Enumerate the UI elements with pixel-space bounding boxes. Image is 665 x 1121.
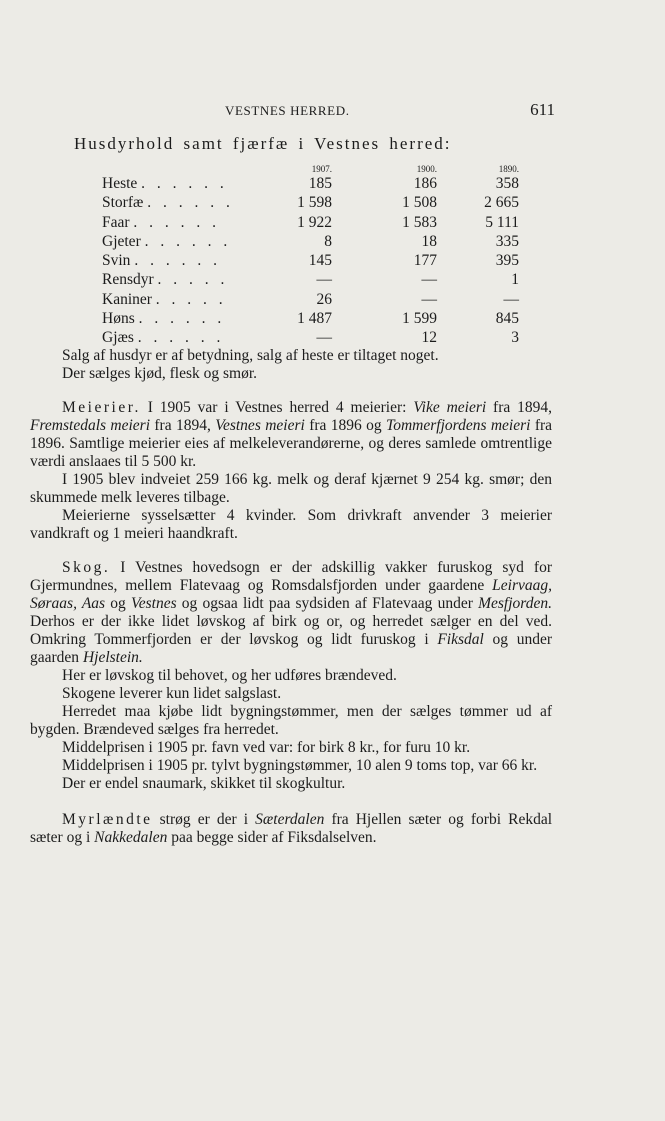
value-1900: 177 [413, 252, 437, 270]
value-1907: 145 [308, 252, 332, 270]
value-1890: 3 [511, 329, 519, 347]
place-name: Leirvaag, Søraas, Aas [30, 577, 552, 612]
row-label: Kaniner [102, 290, 152, 308]
value-1907: 1 598 [297, 194, 332, 212]
leader-dots: . . . . . . [133, 213, 221, 231]
paragraph-forest: Skog. I Vestnes hovedsogn er der adskillig vakker furuskog syd for Gjermundnes, mellem Flatevaag og Romsdalsfjorden under gaardene Leirvaag, Søraas, Aas og Vestnes og ogsaa lidt paa sydsiden af Flatevaag under Mesfjorden. Derhos er der ikke lidet løvskog af birk og or, og herredet sælger en del ved. Omkring Tommerfjorden er der løvskog og lidt furuskog i Fiksdal og under gaarden Hjelstein. [30, 559, 552, 666]
place-name: Sæterdalen [255, 811, 325, 828]
paragraph-dairies: Meierier. I 1905 var i Vestnes herred 4 meierier: Vike meieri fra 1894, Fremstedals meieri fra 1894, Vestnes meieri fra 1896 og Tommerfjordens meieri fra 1896. Samtlige meierier eies af melkeleverandørerne, og deres samlede omtrentlige værdi anslaaes til 5 500 kr. [30, 399, 553, 470]
table-row [102, 328, 519, 347]
value-1890: 845 [495, 310, 519, 328]
value-1907: 185 [308, 175, 332, 192]
running-header [225, 100, 555, 120]
place-name: Vestnes [130, 595, 177, 612]
table-row [102, 213, 519, 232]
value-1907: — [316, 271, 332, 289]
paragraph-livestock-sales: Salg af husdyr er af betydning, salg af heste er tiltaget noget. [62, 347, 439, 364]
value-1907: 1 487 [297, 310, 332, 328]
paragraph-bare-land: Der er endel snaumark, skikket til skogkultur. [62, 775, 346, 792]
leader-dots: . . . . . . [147, 194, 234, 212]
value-1890: 1 [511, 271, 519, 289]
paragraph-marshland: Myrlændte strøg er der i Sæterdalen fra Hjellen sæter og forbi Rekdal sæter og i Nakkedalen paa begge sider af Fiksdalselven. [30, 811, 553, 846]
paragraph-milk: I 1905 blev indveiet 259 166 kg. melk og deraf kjærnet 9 254 kg. smør; den skummede melk leveres tilbage. [30, 471, 552, 506]
paragraph-price-timber: Middelprisen i 1905 pr. tylvt bygningstømmer, 10 alen 9 toms top, var 66 kr. [62, 757, 538, 774]
table-row [102, 270, 519, 289]
row-label: Heste [102, 175, 138, 192]
paragraph-timber-buy: Herredet maa kjøbe lidt bygningstømmer, men der sælges tømmer ud af bygden. Brændeved sælges fra herredet. [30, 703, 552, 738]
row-label: Storfæ [102, 194, 144, 212]
value-1907: 1 922 [297, 213, 332, 231]
leader-dots: . . . . . . [137, 329, 225, 347]
leader-dots: . . . . . . [144, 232, 232, 250]
row-label: Gjeter [102, 232, 141, 250]
value-1890: 335 [495, 232, 519, 250]
paragraph-products: Der sælges kjød, flesk og smør. [62, 365, 258, 382]
value-1890: 395 [495, 252, 519, 270]
table-row [102, 232, 519, 251]
row-label: Høns [102, 310, 135, 328]
header-title: VESTNES HERRED. [225, 103, 350, 118]
place-name: Fiksdal [437, 631, 484, 648]
table-title: Husdyrhold samt fjærfæ i Vestnes herred: [74, 134, 452, 153]
body-text [30, 347, 552, 847]
value-1900: — [421, 290, 437, 308]
year-header: 1900. [416, 164, 437, 174]
value-1900: 1 508 [402, 194, 437, 212]
place-name: Mesfjorden. [478, 595, 552, 612]
leader-dots: . . . . . . [134, 252, 221, 270]
table-row [102, 309, 519, 328]
table-row [102, 251, 519, 270]
table-row [102, 290, 519, 309]
paragraph-price-wood: Middelprisen i 1905 pr. favn ved var: for birk 8 kr., for furu 10 kr. [62, 739, 471, 756]
table-row [102, 193, 519, 212]
value-1890: — [503, 290, 519, 308]
place-name: Tommerfjordens meieri [386, 417, 531, 434]
value-1900: 1 599 [402, 310, 437, 328]
paragraph-timber-sales: Skogene leverer kun lidet salgslast. [62, 685, 282, 702]
leader-dots: . . . . . . [138, 310, 226, 328]
livestock-table [102, 164, 519, 348]
section-heading: Myrlændte [62, 811, 153, 828]
row-label: Svin [102, 252, 131, 270]
value-1907: — [316, 329, 332, 347]
value-1890: 2 665 [484, 194, 519, 212]
row-label: Gjæs [102, 329, 134, 347]
paragraph-firewood: Her er løvskog til behovet, og her udføres brændeved. [62, 667, 397, 684]
value-1900: 18 [421, 232, 437, 250]
paragraph-dairy-workers: Meierierne sysselsætter 4 kvinder. Som drivkraft anvender 3 meierier vandkraft og 1 meieri haandkraft. [30, 507, 552, 542]
section-heading: Meierier. [62, 399, 141, 416]
leader-dots: . . . . . [157, 271, 229, 289]
value-1900: 186 [413, 175, 437, 192]
place-name: Vike meieri [413, 399, 487, 416]
place-name: Nakkedalen [94, 829, 168, 846]
value-1890: 358 [495, 175, 519, 192]
leader-dots: . . . . . [155, 290, 227, 308]
place-name: Hjelstein. [82, 649, 143, 666]
table-row [102, 174, 519, 193]
value-1900: — [421, 271, 437, 289]
place-name: Fremstedals meieri [30, 417, 151, 434]
value-1900: 12 [421, 329, 437, 347]
value-1907: 8 [324, 232, 332, 250]
year-header: 1907. [311, 164, 332, 174]
value-1907: 26 [316, 290, 332, 308]
year-header-row [102, 164, 519, 174]
place-name: Vestnes meieri [215, 417, 305, 434]
year-header: 1890. [498, 164, 519, 174]
leader-dots: . . . . . . [141, 175, 228, 192]
row-label: Rensdyr [102, 271, 154, 289]
page-number: 611 [530, 100, 555, 119]
section-heading: Skog. [62, 559, 111, 576]
value-1890: 5 111 [485, 213, 519, 231]
row-label: Faar [102, 213, 130, 231]
value-1900: 1 583 [402, 213, 437, 231]
